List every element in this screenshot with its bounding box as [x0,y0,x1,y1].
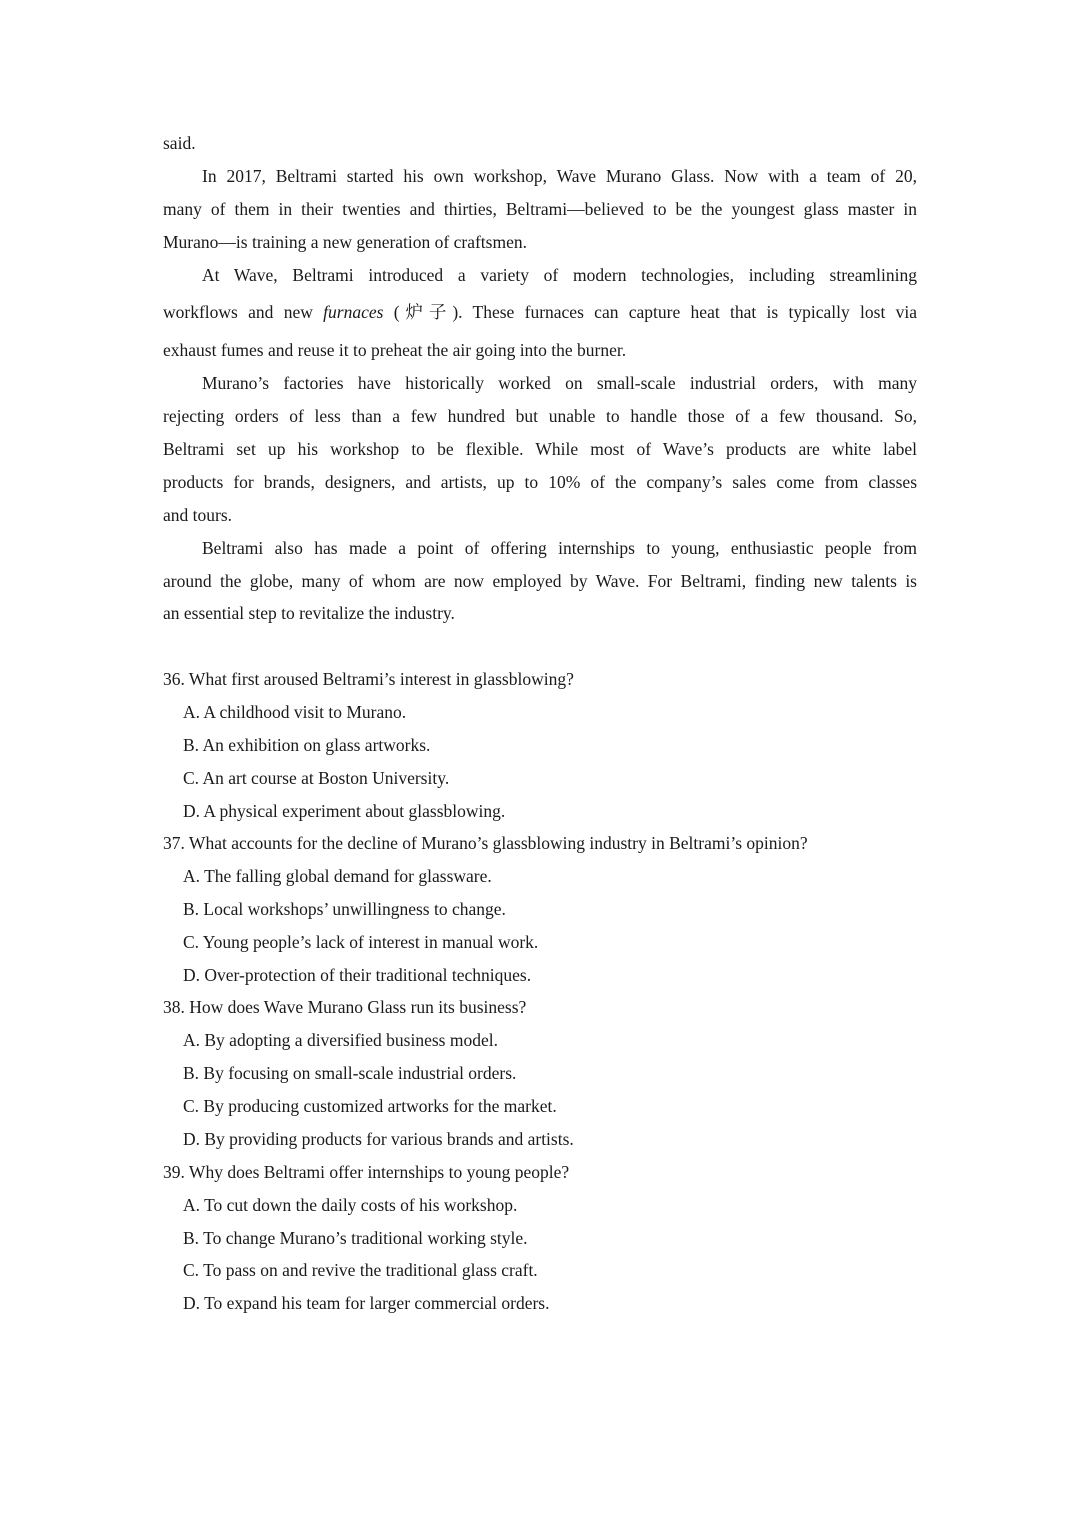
question-37-option-a: A. The falling global demand for glassware. [183,866,492,886]
question-38-option-b: B. By focusing on small-scale industrial orders. [183,1063,517,1083]
passage-continuation: said. [163,133,196,153]
paragraph-4-line-2: around the globe, many of whom are now employed by Wave. For Beltrami, finding new talents is [163,571,917,591]
paragraph-2-line-1: At Wave, Beltrami introduced a variety of modern technologies, including streamlining [202,265,917,285]
paragraph-3-line-4: products for brands, designers, and artists, up to 10% of the company’s sales come from classes [163,472,917,492]
paragraph-2-line-2-end: (炉子). These furnaces can capture heat that is typically lost via [383,302,917,322]
question-36-stem: 36. What first aroused Beltrami’s interest in glassblowing? [163,669,574,689]
question-37-option-c: C. Young people’s lack of interest in manual work. [183,932,539,952]
paragraph-4-line-1: Beltrami also has made a point of offering internships to young, enthusiastic people from [202,538,917,558]
paragraph-3-line-5: and tours. [163,505,233,525]
question-39-option-b: B. To change Murano’s traditional working style. [183,1228,528,1248]
question-39-option-a: A. To cut down the daily costs of his workshop. [183,1195,518,1215]
question-36-option-a: A. A childhood visit to Murano. [183,702,407,722]
paragraph-2-line-2 [163,301,917,323]
paragraph-2-line-2-start: workflows and new [163,302,324,322]
question-39-option-d: D. To expand his team for larger commercial orders. [183,1293,550,1313]
question-36-option-b: B. An exhibition on glass artworks. [183,735,431,755]
question-36-option-c: C. An art course at Boston University. [183,768,450,788]
question-37-option-b: B. Local workshops’ unwillingness to change. [183,899,506,919]
italic-term-furnaces: furnaces [323,302,384,322]
paragraph-2-line-3: exhaust fumes and reuse it to preheat the air going into the burner. [163,340,627,360]
question-37-stem: 37. What accounts for the decline of Murano’s glassblowing industry in Beltrami’s opinion? [163,833,808,853]
question-38-option-d: D. By providing products for various brands and artists. [183,1129,574,1149]
paragraph-1-line-3: Murano—is training a new generation of craftsmen. [163,232,527,252]
paragraph-3-line-3: Beltrami set up his workshop to be flexible. While most of Wave’s products are white label [163,439,917,459]
paragraph-3-line-2: rejecting orders of less than a few hundred but unable to handle those of a few thousand. So, [163,406,917,426]
question-39-stem: 39. Why does Beltrami offer internships to young people? [163,1162,570,1182]
paragraph-1-line-2: many of them in their twenties and thirties, Beltrami—believed to be the youngest glass master in [163,199,917,219]
question-38-option-a: A. By adopting a diversified business model. [183,1030,498,1050]
question-36-option-d: D. A physical experiment about glassblowing. [183,801,506,821]
paragraph-3-line-1: Murano’s factories have historically worked on small-scale industrial orders, with many [202,373,917,393]
paragraph-4-line-3: an essential step to revitalize the industry. [163,603,455,623]
question-37-option-d: D. Over-protection of their traditional techniques. [183,965,532,985]
question-38-stem: 38. How does Wave Murano Glass run its business? [163,997,527,1017]
question-38-option-c: C. By producing customized artworks for the market. [183,1096,557,1116]
question-39-option-c: C. To pass on and revive the traditional glass craft. [183,1260,538,1280]
paragraph-1-line-1: In 2017, Beltrami started his own workshop, Wave Murano Glass. Now with a team of 20, [202,166,917,186]
